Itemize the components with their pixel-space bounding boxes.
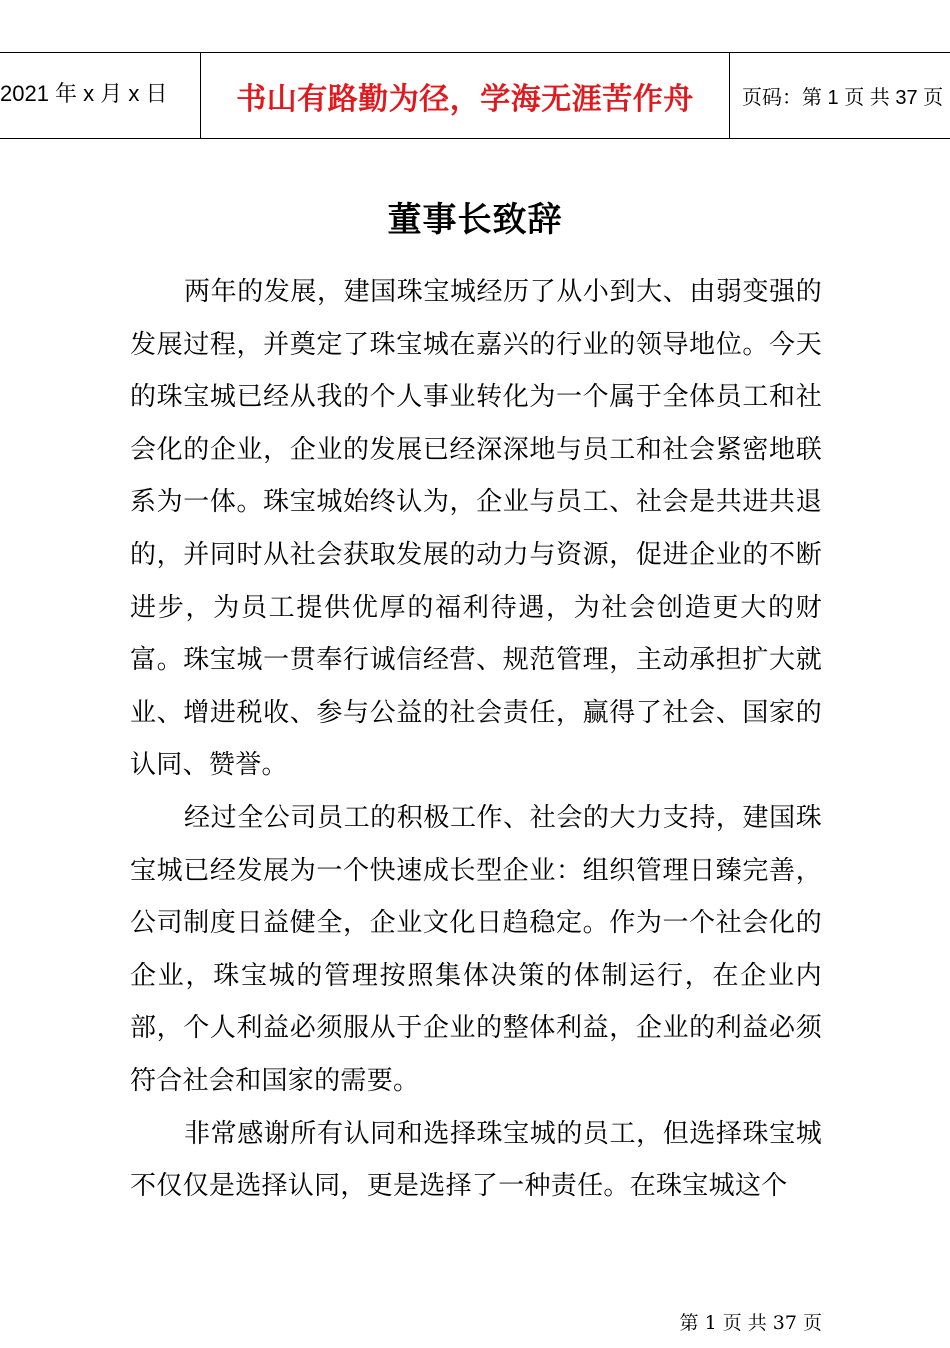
header-date: 2021 年 x 月 x 日: [0, 53, 201, 138]
header-motto: 书山有路勤为径，学海无涯苦作舟: [201, 53, 730, 138]
header-page-number: 页码：第 1 页 共 37 页: [742, 87, 944, 109]
paragraph-2: 经过全公司员工的积极工作、社会的大力支持，建国珠宝城已经发展为一个快速成长型企业：组织管理日臻完善，公司制度日益健全，企业文化日趋稳定。作为一个社会化的企业，珠宝城的管理按照集体决策的体制运行，在企业内部，个人利益必须服从于企业的整体利益，企业的利益必须符合社会和国家的需要。: [130, 802, 822, 1096]
page-header: [0, 52, 950, 139]
paragraph-3: 非常感谢所有认同和选择珠宝城的员工，但选择珠宝城不仅仅是选择认同，更是选择了一种责任。在珠宝城这个: [130, 1118, 822, 1202]
document-title: 董事长致辞: [387, 200, 563, 240]
paragraph-1: 两年的发展，建国珠宝城经历了从小到大、由弱变强的发展过程，并奠定了珠宝城在嘉兴的行业的领导地位。今天的珠宝城已经从我的个人事业转化为一个属于全体员工和社会化的企业，企业的发展已经深深地与员工和社会紧密地联系为一体。珠宝城始终认为，企业与员工、社会是共进共退的，并同时从社会获取发展的动力与资源，促进企业的不断进步，为员工提供优厚的福利待遇，为社会创造更大的财富。珠宝城一贯奉行诚信经营、规范管理，主动承担扩大就业、增进税收、参与公益的社会责任，赢得了社会、国家的认同、赞誉。: [130, 277, 822, 781]
document-body: [130, 266, 822, 1213]
footer-page-number: 第 1 页 共 37 页: [679, 1312, 822, 1334]
